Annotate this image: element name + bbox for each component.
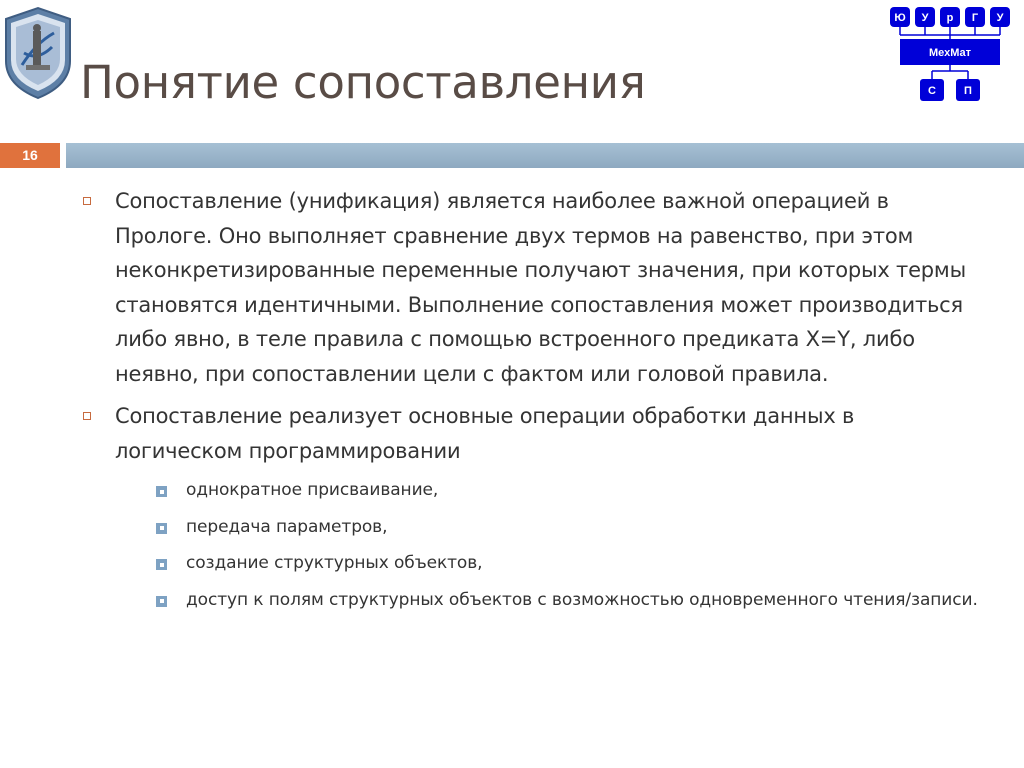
filled-square-bullet-icon <box>156 596 167 607</box>
hollow-square-bullet-icon <box>83 412 91 420</box>
bullet-text: Сопоставление реализует основные операции обработки данных в логическом программировании <box>115 404 855 463</box>
sub-bullet-item <box>150 549 985 579</box>
badge-letter: У <box>996 12 1004 24</box>
hollow-square-bullet-icon <box>83 197 91 205</box>
badge-bottom-letter: С <box>928 85 936 97</box>
badge-letter: р <box>946 12 954 24</box>
sub-bullet-list <box>115 476 985 615</box>
filled-square-bullet-icon <box>156 486 167 497</box>
bullet-item <box>80 184 985 391</box>
badge-letter: У <box>921 12 929 24</box>
university-shield-logo <box>2 3 74 101</box>
slide-content <box>80 184 985 623</box>
sub-bullet-item <box>150 586 985 616</box>
sub-bullet-text: создание структурных объектов, <box>186 553 483 573</box>
badge-bottom-letter: П <box>964 85 972 97</box>
slide-number: 16 <box>0 143 60 168</box>
sub-bullet-item <box>150 513 985 543</box>
slide-title: Понятие сопоставления <box>80 56 646 109</box>
sub-bullet-text: однократное присваивание, <box>186 480 439 500</box>
filled-square-bullet-icon <box>156 559 167 570</box>
mehmat-badge <box>888 5 1018 105</box>
badge-letter: Г <box>971 12 979 24</box>
sub-bullet-item <box>150 476 985 506</box>
bullet-text: Сопоставление (унификация) является наиболее важной операцией в Прологе. Оно выполняет сравнение двух термов на равенство, при этом неконкретизированные переменные получают значения, при которых термы становятся идентичными. Выполнение сопоставления может производиться либо явно, в теле правила с помощью встроенного предиката X=Y, либо неявно, при сопоставлении цели с фактом или головой правила. <box>115 189 966 386</box>
filled-square-bullet-icon <box>156 523 167 534</box>
badge-letter: Ю <box>894 12 906 24</box>
badge-center-label: МехМат <box>928 47 972 59</box>
title-divider-bar <box>66 143 1024 168</box>
sub-bullet-text: передача параметров, <box>186 516 388 537</box>
sub-bullet-text: доступ к полям структурных объектов с возможностью одновременного чтения/записи. <box>186 589 978 610</box>
bullet-item <box>80 399 985 615</box>
